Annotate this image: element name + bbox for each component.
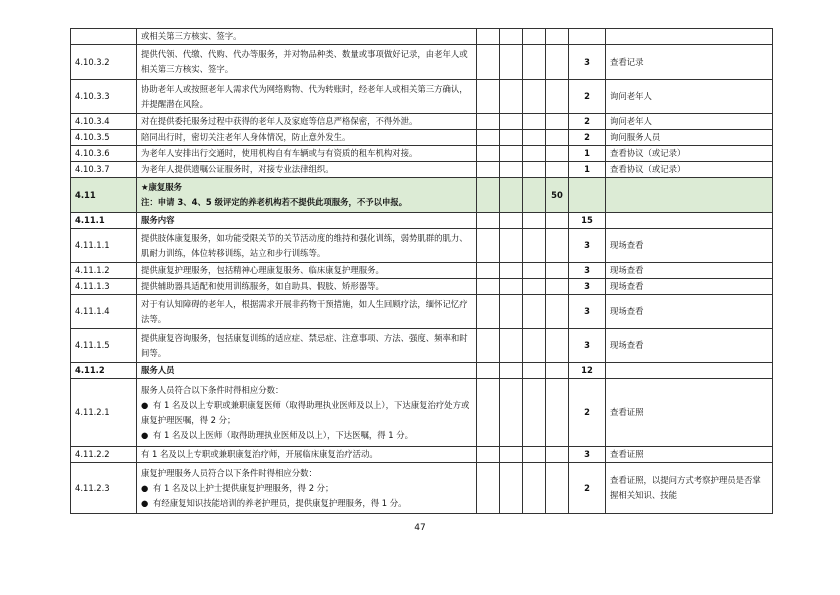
table-row: [71, 114, 773, 130]
evaluation-method: 现场查看: [606, 263, 773, 279]
bullet-icon: ●: [141, 497, 149, 508]
evaluation-method: 询问服务人员: [606, 130, 773, 146]
item-code: 4.11.1.4: [71, 295, 137, 329]
bullet-icon: ●: [141, 429, 149, 440]
section-row: [71, 178, 773, 213]
item-content: 对在提供委托服务过程中获得的老年人及家庭等信息严格保密，不得外泄。: [137, 114, 477, 130]
item-content: 提供肢体康复服务，如功能受限关节的关节活动度的维持和强化训练，弱势肌群的肌力、肌耐力训练，体位转移训练，站立和步行训练等。: [137, 229, 477, 263]
item-code: 4.10.3.2: [71, 45, 137, 80]
section-code: 4.11: [71, 178, 137, 213]
item-code: [71, 29, 137, 45]
table-row: [71, 379, 773, 447]
item-score: 2: [569, 379, 606, 447]
bullet-item: ● 有经康复知识技能培训的养老护理员，提供康复护理服务，得 1 分。: [141, 496, 472, 511]
item-score: 2: [569, 114, 606, 130]
item-content: 陪同出行时，密切关注老年人身体情况，防止意外发生。: [137, 130, 477, 146]
evaluation-method: 查看协议（或记录）: [606, 162, 773, 178]
bullet-item: ● 有 1 名及以上医师（取得助理执业医师及以上），下达医嘱，得 1 分。: [141, 428, 472, 443]
item-code: 4.11.1.5: [71, 329, 137, 363]
section-content: [137, 178, 477, 213]
evaluation-method: 现场查看: [606, 229, 773, 263]
table-row: [71, 162, 773, 178]
item-lead: 服务人员符合以下条件时得相应分数：: [141, 384, 284, 395]
item-content: 对于有认知障碍的老年人，根据需求开展非药物干预措施，如人生回顾疗法，缅怀记忆疗法等。: [137, 295, 477, 329]
item-code: 4.11.1.2: [71, 263, 137, 279]
item-score: 3: [569, 279, 606, 295]
item-lead: 康复护理服务人员符合以下条件时得相应分数：: [141, 467, 317, 478]
item-score: 1: [569, 162, 606, 178]
item-content: 为老年人安排出行交通时，使用机构自有车辆或与有资质的租车机构对接。: [137, 146, 477, 162]
evaluation-method: 查看记录: [606, 45, 773, 80]
subsection-score: 12: [569, 363, 606, 379]
section-note: 注：申请 3、4、5 级评定的养老机构若不提供此项服务，不予以申报。: [141, 197, 408, 207]
evaluation-method: 查看证照，以提问方式考察护理员是否掌握相关知识、技能: [606, 463, 773, 514]
evaluation-method: 询问老年人: [606, 80, 773, 114]
item-content: 提供康复护理服务，包括精神心理康复服务、临床康复护理服务。: [137, 263, 477, 279]
evaluation-method: 查看证照: [606, 447, 773, 463]
item-content: [137, 379, 477, 447]
item-score: 3: [569, 295, 606, 329]
item-score: [569, 29, 606, 45]
bullet-icon: ●: [141, 399, 149, 410]
section-title: ★康复服务: [141, 182, 183, 192]
item-code: 4.10.3.5: [71, 130, 137, 146]
table-row: [71, 45, 773, 80]
item-content: 提供辅助器具适配和使用训练服务，如自助具、假肢、矫形器等。: [137, 279, 477, 295]
section-score: 50: [546, 178, 569, 213]
table-row: [71, 329, 773, 363]
table-row: [71, 229, 773, 263]
item-code: 4.10.3.6: [71, 146, 137, 162]
table-row: [71, 295, 773, 329]
item-content: 为老年人提供遗嘱公证服务时，对接专业法律组织。: [137, 162, 477, 178]
item-score: 3: [569, 447, 606, 463]
table-row: [71, 29, 773, 45]
subsection-code: 4.11.1: [71, 213, 137, 229]
item-code: 4.11.1.1: [71, 229, 137, 263]
item-code: 4.10.3.7: [71, 162, 137, 178]
item-content: 提供康复咨询服务，包括康复训练的适应症、禁忌症、注意事项、方法、强度、频率和时间等。: [137, 329, 477, 363]
item-score: 3: [569, 263, 606, 279]
standards-table: [70, 28, 773, 514]
item-content: 有 1 名及以上专职或兼职康复治疗师，开展临床康复治疗活动。: [137, 447, 477, 463]
evaluation-method: 现场查看: [606, 329, 773, 363]
item-score: 1: [569, 146, 606, 162]
item-content: 提供代领、代缴、代购、代办等服务，并对物品种类、数量或事项做好记录，由老年人或相关第三方核实、签字。: [137, 45, 477, 80]
item-score: 3: [569, 229, 606, 263]
evaluation-method: 询问老年人: [606, 114, 773, 130]
bullet-item: ● 有 1 名及以上专职或兼职康复医师（取得助理执业医师及以上），下达康复治疗处方或康复护理医嘱，得 2 分；: [141, 399, 470, 425]
table-row: [71, 146, 773, 162]
item-score: 2: [569, 130, 606, 146]
table-row: [71, 463, 773, 514]
table-row: [71, 447, 773, 463]
evaluation-method: 查看协议（或记录）: [606, 146, 773, 162]
subsection-code: 4.11.2: [71, 363, 137, 379]
table-row: [71, 80, 773, 114]
page-number: 47: [414, 523, 426, 533]
item-score: 2: [569, 80, 606, 114]
evaluation-method: 查看证照: [606, 379, 773, 447]
item-code: 4.11.2.3: [71, 463, 137, 514]
item-content: [137, 463, 477, 514]
bullet-icon: ●: [141, 482, 149, 493]
item-code: 4.11.2.1: [71, 379, 137, 447]
evaluation-method: 现场查看: [606, 295, 773, 329]
item-score: 3: [569, 329, 606, 363]
table-row: [71, 130, 773, 146]
bullet-item: ● 有 1 名及以上护士提供康复护理服务，得 2 分；: [141, 481, 472, 496]
subsection-title: 服务内容: [137, 213, 477, 229]
table-row: [71, 279, 773, 295]
item-code: 4.11.1.3: [71, 279, 137, 295]
evaluation-method: 现场查看: [606, 279, 773, 295]
subsection-row: [71, 213, 773, 229]
item-code: 4.10.3.3: [71, 80, 137, 114]
table-row: [71, 263, 773, 279]
item-code: 4.11.2.2: [71, 447, 137, 463]
subsection-title: 服务人员: [137, 363, 477, 379]
item-content: 协助老年人或按照老年人需求代为网络购物、代为转账时，经老年人或相关第三方确认，并提醒潜在风险。: [137, 80, 477, 114]
item-code: 4.10.3.4: [71, 114, 137, 130]
item-content: 或相关第三方核实、签字。: [137, 29, 477, 45]
item-score: 3: [569, 45, 606, 80]
item-score: 2: [569, 463, 606, 514]
subsection-score: 15: [569, 213, 606, 229]
subsection-row: [71, 363, 773, 379]
